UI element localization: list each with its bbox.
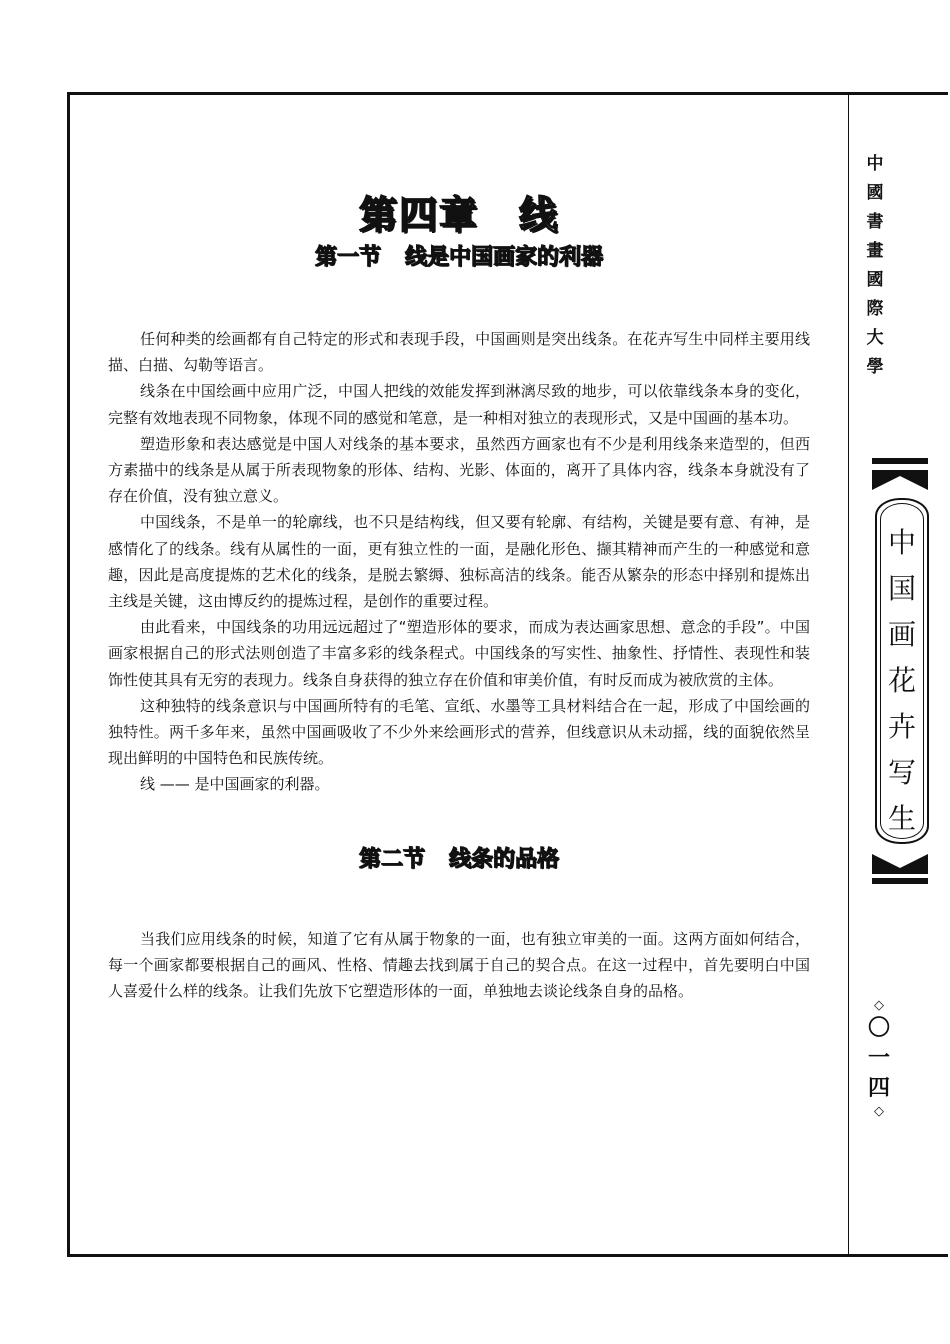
section-1-name: 线是中国画家的利器 xyxy=(405,244,604,270)
series-char: 學 xyxy=(866,357,884,377)
series-char: 國 xyxy=(866,183,884,203)
chapter-name: 线 xyxy=(519,192,560,237)
series-char: 中 xyxy=(866,154,884,174)
paragraph: 中国线条，不是单一的轮廓线，也不只是结构线，但又要有轮廓、有结构，关键是要有意、有神，是感情化了的线条。线有从属性的一面，更有独立性的一面，是融化形色、撷其精神而产生的一种感觉和意趣，因此是高度提炼的艺术化的线条，是脱去繁缛、独标高洁的线条。能否从繁杂的形态中择别和提炼出主线是关键，这由博反约的提炼过程，是创作的重要过程。 xyxy=(108,513,810,611)
paragraph: 任何种类的绘画都有自己特定的形式和表现手段，中国画则是突出线条。在花卉写生中同样主要用线描、白描、勾勒等语言。 xyxy=(108,330,810,375)
series-char: 書 xyxy=(866,212,884,232)
section-2-title xyxy=(108,844,810,874)
paragraph: 当我们应用线条的时候，知道了它有从属于物象的一面，也有独立审美的一面。这两方面如何结合，每一个画家都要根据自己的画风、性格、情趣去找到属于自己的契合点。在这一过程中，首先要明白中国人喜爱什么样的线条。让我们先放下它塑造形体的一面，单独地去谈论线条自身的品格。 xyxy=(108,929,810,1001)
paragraph: 这种独特的线条意识与中国画所特有的毛笔、宣纸、水墨等工具材料结合在一起，形成了中国绘画的独特性。两千多年来，虽然中国画吸收了不少外来绘画形式的营养，但线意识从未动摇，线的面貌依然呈现出鲜明的中国特色和民族传统。 xyxy=(108,696,810,768)
diamond-icon: ◇ xyxy=(874,998,884,1013)
diamond-icon: ◇ xyxy=(874,1104,884,1119)
chapter-number: 第四章 xyxy=(358,192,479,237)
section-2-number: 第二节 xyxy=(358,845,425,872)
section-1-title xyxy=(108,242,810,272)
paragraph: 塑造形象和表达感觉是中国人对线条的基本要求，虽然西方画家也有不少是利用线条来造型的，但西方素描中的线条是从属于所表现物象的形体、结构、光影、体面的，离开了具体内容，线条本身就没有了存在价值，没有独立意义。 xyxy=(108,434,810,506)
page-content xyxy=(108,180,810,1004)
book-title xyxy=(875,520,929,842)
book-title-char: 中 xyxy=(887,526,916,559)
ornament-rule-top xyxy=(872,458,928,464)
paragraph: 线 —— 是中国画家的利器。 xyxy=(140,775,330,794)
page-number xyxy=(864,998,894,1120)
sidebar-divider xyxy=(848,92,849,1254)
book-title-char: 花 xyxy=(887,664,916,697)
page-number-char: 〇 xyxy=(867,1016,890,1041)
paragraph: 线条在中国绘画中应用广泛，中国人把线的效能发挥到淋漓尽致的地步，可以依靠线条本身的变化，完整有效地表现不同物象，体现不同的感觉和笔意，是一种相对独立的表现形式，又是中国画的基本功。 xyxy=(108,382,810,427)
ornament-cap-top xyxy=(872,470,928,498)
ornament-rule-bottom xyxy=(872,878,928,884)
book-title-char: 画 xyxy=(887,618,916,651)
page-number-char: 一 xyxy=(867,1046,890,1071)
series-title xyxy=(862,150,888,382)
section-1-number: 第一节 xyxy=(314,244,381,270)
book-title-char: 写 xyxy=(887,756,916,789)
section-1-body xyxy=(108,326,810,798)
section-2-body xyxy=(108,926,810,1005)
book-title-char: 生 xyxy=(887,802,916,835)
paragraph: 由此看来，中国线条的功用远远超过了“塑造形体的要求，而成为表达画家思想、意念的手段”。中国画家根据自己的形式法则创造了丰富多彩的线条程式。中国线条的写实性、抽象性、抒情性、表现性和装饰性使其具有无穷的表现力。线条自身获得的独立存在价值和审美价值，有时反而成为被欣赏的主体。 xyxy=(108,618,810,689)
series-char: 國 xyxy=(866,270,884,290)
ornament-cap-bottom xyxy=(872,846,928,874)
book-title-char: 国 xyxy=(887,572,916,605)
series-char: 畫 xyxy=(866,241,884,261)
page-number-char: 四 xyxy=(867,1076,890,1101)
book-title-char: 卉 xyxy=(887,710,916,743)
section-2-name: 线条的品格 xyxy=(449,845,560,872)
series-char: 際 xyxy=(866,299,884,319)
chapter-title xyxy=(108,190,810,240)
series-char: 大 xyxy=(866,328,884,348)
